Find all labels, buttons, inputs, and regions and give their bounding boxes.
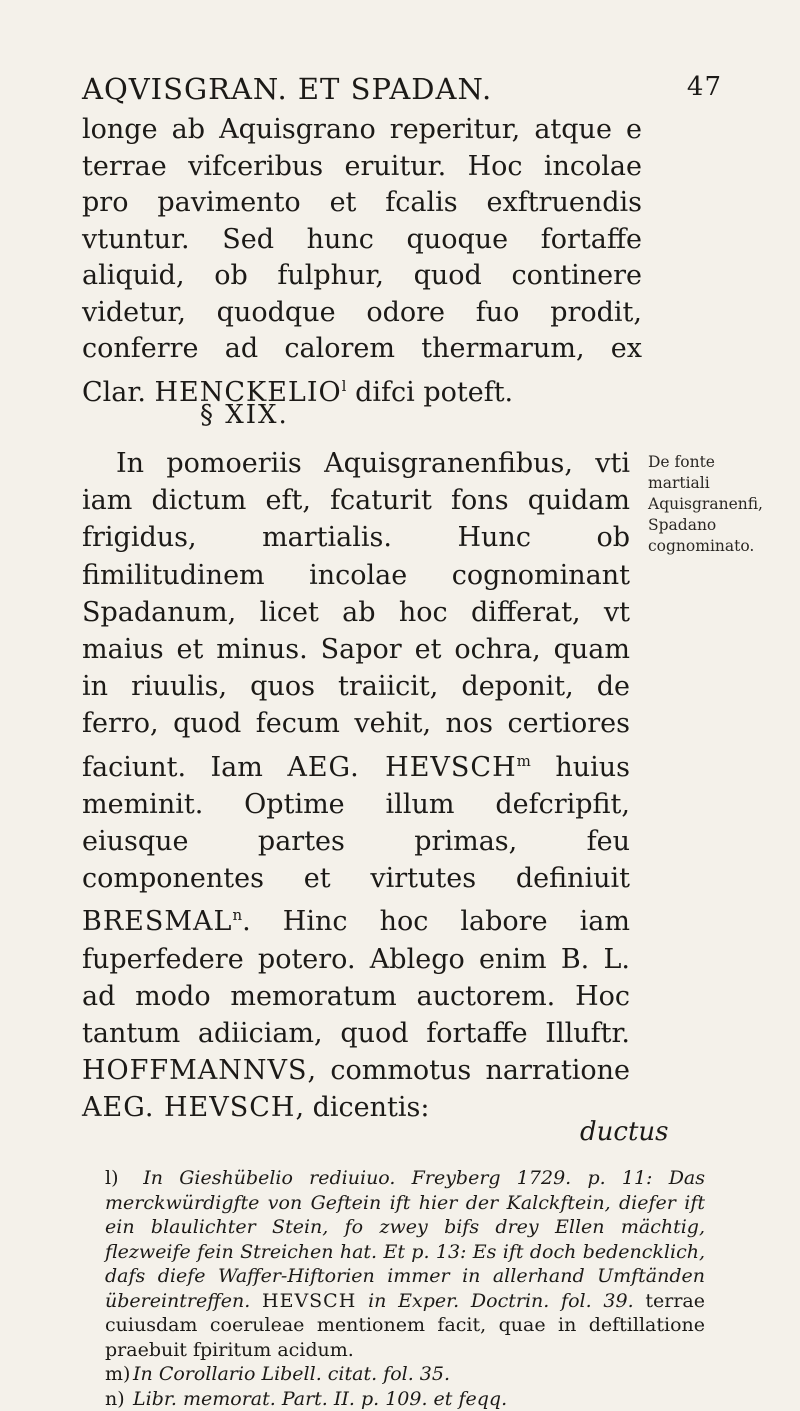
footnote-l-name: HEVSCH [262, 1290, 356, 1312]
footnote-n-mark: n) [105, 1387, 127, 1411]
footnote-ref-n: n [232, 906, 242, 924]
para2-part2: huius meminit. Optime illum defcripfit, eiusque partes primas, feu componentes et virtutes definiuit [82, 752, 630, 895]
para2-part1: In pomoeriis Aquisgranenfibus, vti iam dictum eft, fcaturit fons quidam frigidus, martialis. Hunc ob fimilitudinem incolae cognominant Spadanum, licet ab hoc differat, vt maius et minus. Sapor et ochra, quam in riuulis, quos traiicit, deponit, de ferro, quod fecum vehit, nos certiores faciunt. Iam [82, 448, 630, 783]
author-hoffmannvs: HOFFMANNVS [82, 1055, 308, 1086]
footnote-ref-l: l [342, 377, 347, 395]
footnote-l [105, 1166, 705, 1362]
paragraph-continued [82, 112, 642, 411]
catchword: ductus [580, 1117, 669, 1147]
para2-part5: , dicentis: [295, 1092, 429, 1123]
footnotes [105, 1166, 705, 1411]
author-hevsch-2: AEG. HEVSCH [82, 1092, 295, 1123]
footnote-m-text: In Corollario Libell. citat. fol. 35. [133, 1363, 450, 1385]
footnote-l-cont-italic: in Exper. Doctrin. fol. 39. [368, 1290, 634, 1312]
footnote-m-mark: m) [105, 1362, 127, 1387]
paragraph1-tail: difci poteft. [355, 377, 513, 408]
para2-part4: , commotus narratione [308, 1055, 630, 1086]
footnote-l-mark: l) [105, 1166, 127, 1191]
marginal-note: De fonte martiali Aquisgranenfi, Spadano cognominato. [648, 452, 734, 557]
paragraph1-text: longe ab Aquisgrano reperitur, atque e terrae vifceribus eruitur. Hoc incolae pro pavimento et fcalis exftruendis vtuntur. Sed hunc quoque fortaffe aliquid, ob fulphur, quod continere videtur, quodque odore fuo prodit, conferre ad calorem thermarum, ex Clar. [82, 114, 642, 408]
footnote-n-text: Libr. memorat. Part. II. p. 109. et feqq. [133, 1388, 507, 1410]
footnote-l-cont: terrae cuiusdam coeruleae mentionem facit, quae in deftillatione praebuit fpiritum acidum. [105, 1290, 705, 1361]
paragraph-section-xix [82, 445, 630, 1127]
footnote-n [105, 1387, 705, 1411]
footnote-l-text: In Gieshübelio rediuiuo. Freyberg 1729. p. 11: Das merckwürdigfte von Geftein ift hier der Kalckftein, diefer ift ein blaulichter Stein, fo zwey bifs drey Ellen mächtig, flezweife fein Streichen hat. Et p. 13: Es ift doch bedencklich, dafs diefe Waffer-Hiftorien immer in allerhand Umftänden übereintreffen. [105, 1167, 705, 1312]
author-hevsch-1: AEG. HEVSCH [287, 752, 516, 783]
author-bresmal: BRESMAL [82, 906, 232, 937]
author-henckelio: HENCKELIO [155, 377, 342, 408]
running-title: AQVISGRAN. ET SPADAN. [82, 72, 492, 106]
section-heading: § XIX. [200, 400, 289, 430]
page-number: 47 [687, 72, 722, 102]
para2-part3: . Hinc hoc labore iam fuperfedere potero. Ablego enim B. L. ad modo memoratum auctorem. Hoc tantum adiiciam, quod fortaffe Illuftr. [82, 906, 630, 1049]
footnote-m [105, 1362, 705, 1387]
footnote-ref-m: m [517, 752, 531, 770]
